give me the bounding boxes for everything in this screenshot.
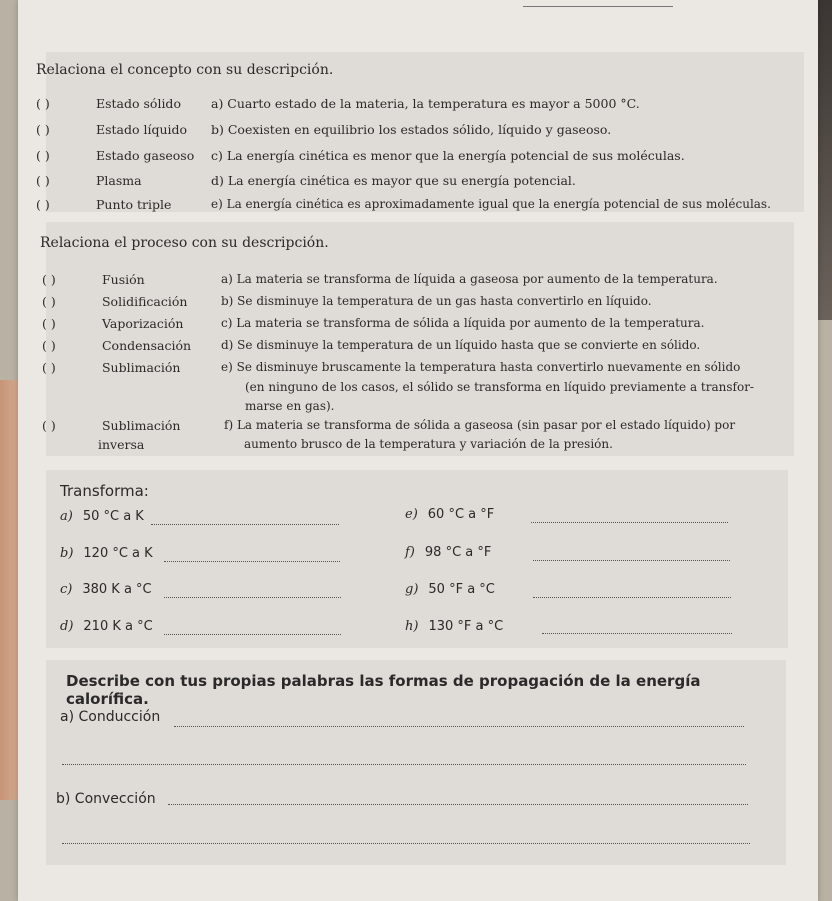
definition: d) Se disminuye la temperatura de un líquido hasta que se convierte en sólido. <box>221 338 701 352</box>
item-text: 120 °C a K <box>83 546 153 561</box>
answer-blank[interactable]: ( ) <box>36 122 50 137</box>
answer-line[interactable] <box>168 804 748 805</box>
section-title: Relaciona el proceso con su descripción. <box>40 235 329 251</box>
section-transforma <box>46 470 788 648</box>
answer-blank[interactable]: ( ) <box>42 360 56 375</box>
definition: c) La materia se transforma de sólida a líquida por aumento de la temperatura. <box>221 316 705 330</box>
definition: b) Se disminuye la temperatura de un gas hasta convertirlo en líquido. <box>221 294 652 308</box>
term: Estado gaseoso <box>95 148 195 163</box>
worksheet-page <box>18 0 818 901</box>
term-continued: inversa <box>98 437 145 452</box>
item-letter: f) <box>405 545 415 560</box>
answer-line[interactable] <box>164 634 341 635</box>
answer-line[interactable] <box>164 561 340 562</box>
item-text: 50 °F a °C <box>428 582 495 597</box>
answer-blank[interactable]: ( ) <box>36 173 50 188</box>
section-estados <box>36 52 804 212</box>
term: Estado sólido <box>95 96 181 111</box>
item-text: 98 °C a °F <box>424 545 492 560</box>
definition: a) La materia se transforma de líquida a gaseosa por aumento de la temperatura. <box>221 272 718 286</box>
term: Estado líquido <box>95 122 188 137</box>
section-title: Transforma: <box>60 482 149 500</box>
answer-blank[interactable]: ( ) <box>36 197 50 212</box>
conversion-item <box>405 582 495 597</box>
answer-blank[interactable]: ( ) <box>42 294 56 309</box>
definition: e) La energía cinética es aproximadamente igual que la energía potencial de sus moléculas. <box>211 197 771 211</box>
item-letter: c) <box>60 582 73 597</box>
term: Sublimación <box>101 360 181 375</box>
answer-blank[interactable]: ( ) <box>42 272 56 287</box>
definition: e) Se disminuye bruscamente la temperatura hasta convertirlo nuevamente en sólido <box>221 360 741 374</box>
answer-line[interactable] <box>164 597 341 598</box>
definition: b) Coexisten en equilibrio los estados sólido, líquido y gaseoso. <box>211 122 612 137</box>
answer-blank[interactable]: ( ) <box>42 418 56 433</box>
match-row <box>36 148 194 163</box>
conversion-item <box>405 619 503 634</box>
term: Solidificación <box>101 294 188 309</box>
match-row <box>42 294 187 309</box>
definition-continued: aumento brusco de la temperatura y variación de la presión. <box>244 437 613 451</box>
item-text: 60 °C a °F <box>427 507 495 522</box>
term: Sublimación <box>101 418 181 433</box>
match-row <box>42 338 191 353</box>
answer-line[interactable] <box>62 843 750 844</box>
answer-line[interactable] <box>531 522 728 523</box>
match-row <box>36 122 187 137</box>
answer-blank[interactable]: ( ) <box>36 96 50 111</box>
match-row <box>42 360 180 375</box>
section-propagacion <box>46 660 786 865</box>
answer-blank[interactable]: ( ) <box>42 338 56 353</box>
item-text: 210 K a °C <box>83 619 153 634</box>
definition-continued: (en ninguno de los casos, el sólido se transforma en líquido previamente a transfor- <box>245 380 754 394</box>
conversion-item <box>60 546 153 561</box>
match-row <box>42 316 183 331</box>
term: Condensación <box>101 338 192 353</box>
answer-line[interactable] <box>62 764 746 765</box>
item-letter: d) <box>60 619 74 634</box>
item-text: 380 K a °C <box>82 582 152 597</box>
match-row <box>36 173 142 188</box>
item-letter: h) <box>405 619 419 634</box>
item-conveccion: b) Convección <box>56 791 156 807</box>
conversion-item <box>60 509 144 524</box>
conversion-item <box>60 619 153 634</box>
answer-line[interactable] <box>151 524 339 525</box>
item-letter: g) <box>405 582 419 597</box>
definition: f) La materia se transforma de sólida a gaseosa (sin pasar por el estado líquido) por <box>224 418 736 432</box>
conversion-item <box>405 507 494 522</box>
answer-line[interactable] <box>542 633 732 634</box>
match-row <box>42 418 180 433</box>
answer-line[interactable] <box>533 597 731 598</box>
item-conduccion: a) Conducción <box>60 709 161 725</box>
section-title: Describe con tus propias palabras las formas de propagación de la energía calorífica. <box>66 672 701 708</box>
answer-blank[interactable]: ( ) <box>42 316 56 331</box>
item-text: 130 °F a °C <box>428 619 504 634</box>
answer-line[interactable] <box>174 726 744 727</box>
conversion-item <box>405 545 491 560</box>
item-text: 50 °C a K <box>82 509 144 524</box>
answer-line[interactable] <box>533 560 730 561</box>
conversion-item <box>60 582 152 597</box>
definition: c) La energía cinética es menor que la energía potencial de sus moléculas. <box>211 148 685 163</box>
term: Fusión <box>101 272 145 287</box>
term: Vaporización <box>101 316 184 331</box>
section-title: Relaciona el concepto con su descripción. <box>36 62 334 78</box>
top-line <box>523 6 673 7</box>
term: Punto triple <box>95 197 172 212</box>
definition-continued: marse en gas). <box>245 399 335 413</box>
match-row <box>36 197 171 212</box>
match-row <box>42 272 145 287</box>
item-letter: e) <box>405 507 418 522</box>
term: Plasma <box>95 173 142 188</box>
section-procesos <box>40 222 794 456</box>
definition: d) La energía cinética es mayor que su energía potencial. <box>211 173 576 188</box>
item-letter: b) <box>60 546 74 561</box>
answer-blank[interactable]: ( ) <box>36 148 50 163</box>
match-row <box>36 96 181 111</box>
definition: a) Cuarto estado de la materia, la temperatura es mayor a 5000 °C. <box>211 96 640 111</box>
item-letter: a) <box>60 509 73 524</box>
